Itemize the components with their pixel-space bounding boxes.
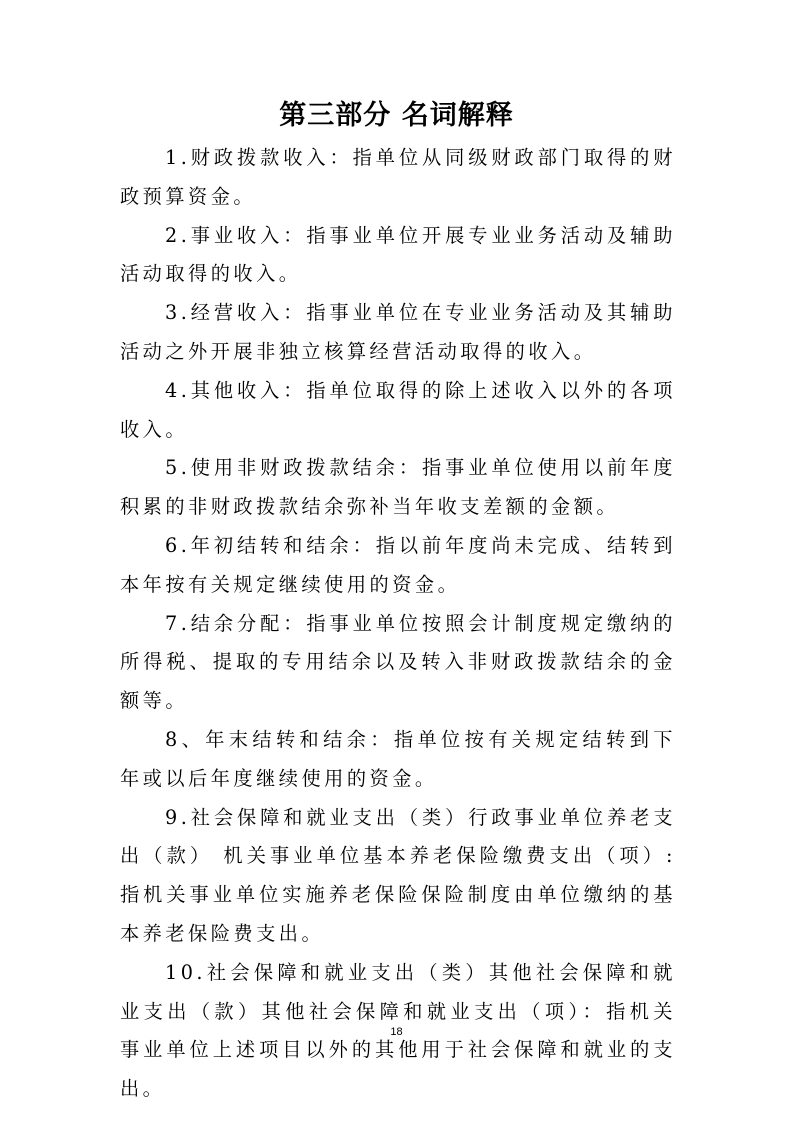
definition-paragraph-10: 10.社会保障和就业支出（类）其他社会保障和就业支出（款）其他社会保障和就业支出（项）：指机关事业单位上述项目以外的其他用于社会保障和就业的支出。 <box>120 960 676 1101</box>
definition-paragraph-2: 2.事业收入：指事业单位开展专业业务活动及辅助活动取得的收入。 <box>120 223 676 286</box>
page-number: 18 <box>390 1026 403 1038</box>
definition-paragraph-8: 8、年末结转和结余：指单位按有关规定结转到下年或以后年度继续使用的资金。 <box>120 727 676 790</box>
page-title: 第三部分 名词解释 <box>279 100 514 131</box>
definition-paragraph-6: 6.年初结转和结余：指以前年度尚未完成、结转到本年按有关规定继续使用的资金。 <box>120 533 676 596</box>
definition-paragraph-1: 1.财政拨款收入：指单位从同级财政部门取得的财政预算资金。 <box>120 146 676 208</box>
definition-paragraph-4: 4.其他收入：指单位取得的除上述收入以外的各项收入。 <box>120 378 676 441</box>
definitions-body <box>120 139 676 1109</box>
definition-paragraph-3: 3.经营收入：指事业单位在专业业务活动及其辅助活动之外开展非独立核算经营活动取得的收入。 <box>120 301 676 363</box>
definition-paragraph-5: 5.使用非财政拨款结余：指事业单位使用以前年度积累的非财政拨款结余弥补当年收支差额的金额。 <box>120 456 676 519</box>
definition-paragraph-7: 7.结余分配：指事业单位按照会计制度规定缴纳的所得税、提取的专用结余以及转入非财政拨款结余的金额等。 <box>120 611 676 713</box>
definition-paragraph-9: 9.社会保障和就业支出（类）行政事业单位养老支出（款） 机关事业单位基本养老保险缴费支出（项）:指机关事业单位实施养老保险保险制度由单位缴纳的基本养老保险费支出。 <box>120 805 676 945</box>
